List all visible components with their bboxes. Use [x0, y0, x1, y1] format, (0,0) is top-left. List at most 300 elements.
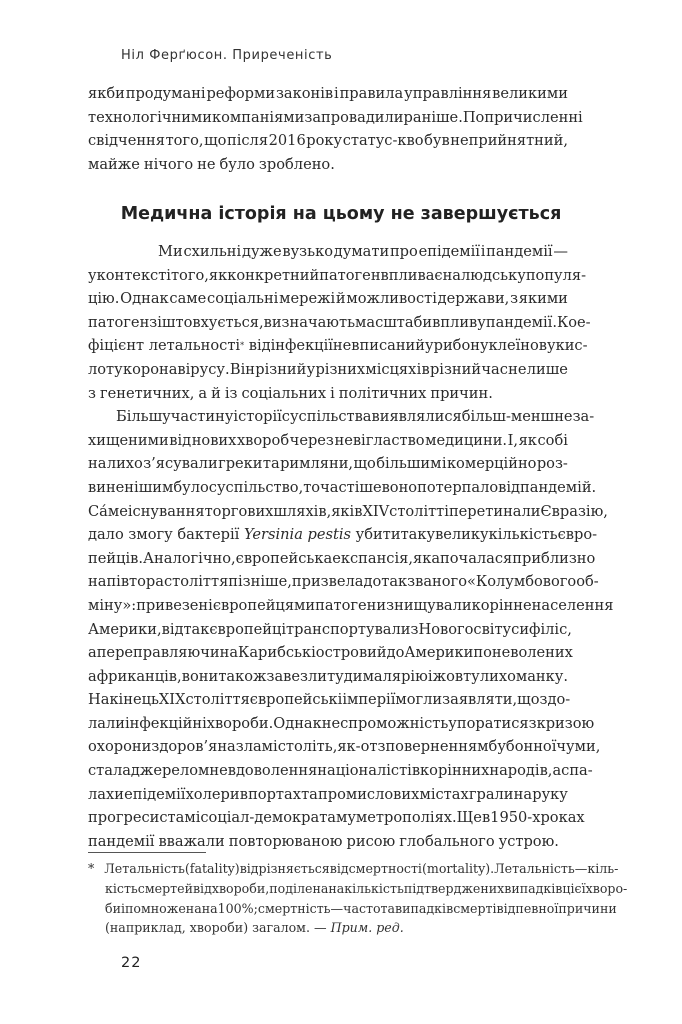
word: на: [219, 644, 239, 662]
word: відрізняється: [239, 861, 330, 876]
text-segment: [104, 859, 618, 879]
word: джерелом: [130, 762, 210, 780]
word: патоген: [319, 266, 381, 284]
word: управління: [404, 85, 492, 102]
word: (fatality): [184, 861, 240, 876]
text-line: [88, 476, 597, 500]
word: в: [481, 809, 491, 827]
word: із: [224, 384, 238, 402]
word: з: [377, 738, 386, 756]
word: неза-: [554, 408, 595, 426]
word: —: [330, 900, 344, 916]
word: європейські: [249, 691, 343, 709]
text-line: [88, 735, 601, 759]
text-line: [88, 358, 568, 382]
word: туди: [327, 667, 363, 685]
word: пандемії: [88, 832, 155, 850]
word: схильні: [183, 243, 242, 260]
word: з: [410, 620, 419, 638]
footnote-divider: [88, 852, 206, 853]
text-line: [88, 641, 573, 665]
word: в: [421, 360, 430, 378]
word: зроблено.: [258, 155, 335, 173]
word: і: [334, 85, 339, 102]
word: —: [574, 861, 588, 876]
text-line: [88, 570, 599, 594]
text-line: [88, 311, 591, 335]
word: контексті: [96, 266, 171, 284]
word: Євразію,: [540, 502, 608, 520]
word: того,: [165, 132, 204, 150]
word: —: [553, 243, 568, 260]
word: кіль-: [587, 861, 619, 876]
footnote-marker: *: [240, 341, 245, 351]
word: перетинали: [448, 502, 541, 520]
word: кількість: [344, 880, 404, 896]
word: статус-кво: [342, 132, 424, 150]
word: не: [508, 360, 527, 378]
word: лоту: [88, 360, 123, 378]
word: холери: [185, 785, 240, 803]
word: чуми,: [556, 738, 601, 756]
word: частота: [343, 900, 396, 916]
word: епідемії: [124, 785, 186, 803]
word: вписаний: [351, 337, 426, 355]
word: званого: [407, 573, 467, 591]
word: півтора: [106, 573, 164, 591]
word: І,: [507, 431, 519, 449]
word: переправляючи: [96, 644, 220, 662]
word: промислових: [318, 785, 420, 803]
text-line: [88, 594, 614, 618]
word: XIX: [158, 691, 186, 709]
word: населення: [531, 596, 614, 614]
word: і: [120, 900, 126, 916]
word: причин.: [430, 384, 493, 402]
word: коронавірусу.: [122, 360, 230, 378]
word: продумані: [125, 85, 206, 102]
word: світу: [473, 620, 512, 638]
word: могли: [395, 691, 443, 709]
word: після: [226, 132, 269, 150]
word: підтверджених: [403, 880, 505, 896]
word: законів: [275, 85, 334, 102]
word: цієї: [562, 880, 586, 896]
word: на: [328, 880, 345, 896]
word: грали: [468, 785, 514, 803]
word: й: [335, 290, 346, 308]
word: Однак: [273, 714, 322, 732]
word: в: [354, 502, 363, 520]
word: смертності: [348, 861, 422, 876]
word: того,: [170, 266, 209, 284]
word: держави,: [437, 290, 510, 308]
text-line: [88, 783, 568, 807]
word: майже: [88, 155, 140, 173]
word: хворо-: [585, 880, 628, 896]
word: здо-: [539, 691, 571, 709]
word: смертність: [257, 900, 331, 916]
word: також: [218, 667, 267, 685]
word: прогресистам: [88, 809, 196, 827]
word: роках: [540, 809, 585, 827]
word: лахи: [88, 785, 124, 803]
word: раніше.: [403, 108, 463, 126]
word: більшим: [376, 455, 442, 473]
word: а: [88, 644, 97, 662]
text-line: [88, 153, 568, 177]
footnote-line: [88, 918, 568, 938]
word: в: [239, 785, 248, 803]
text-line-with-italic: [88, 523, 598, 547]
footnote-marker: *: [88, 861, 95, 876]
word: причини: [558, 900, 617, 916]
word: смерті: [453, 900, 497, 916]
word: якими: [518, 290, 568, 308]
word: смертей: [137, 880, 193, 896]
word: лихоманку.: [479, 667, 568, 685]
word: можливості: [346, 290, 437, 308]
word: (mortality).: [421, 861, 495, 876]
word: нічого: [143, 155, 194, 173]
word: портах: [248, 785, 301, 803]
word: компаніями: [212, 108, 305, 126]
text-segment: фіцієнт летальності: [88, 337, 241, 355]
word: великими: [492, 85, 568, 102]
word: стала: [88, 762, 131, 780]
word: епідемії: [418, 243, 480, 260]
word: європейцями: [212, 596, 316, 614]
word: заявляти,: [442, 691, 518, 709]
word: греки: [218, 455, 263, 473]
word: генетичних,: [99, 384, 195, 402]
word: містах: [419, 785, 469, 803]
word: Аналогічно,: [143, 549, 236, 567]
word: корінне: [471, 596, 532, 614]
word: Він: [229, 360, 255, 378]
word: Карибські: [238, 644, 316, 662]
word: упоратися: [448, 714, 529, 732]
word: століття: [163, 573, 229, 591]
word: %;: [241, 900, 258, 916]
word: патоген: [88, 313, 150, 331]
word: поверненням: [385, 738, 489, 756]
text-segment: дало змогу бактерії: [88, 526, 240, 544]
word: експансія,: [332, 549, 413, 567]
word: «Колумбового: [466, 573, 577, 591]
word: вузько: [282, 243, 333, 260]
word: так: [381, 573, 408, 591]
word: у: [306, 360, 316, 378]
word: то: [303, 478, 321, 496]
word: від: [248, 337, 271, 355]
word: і: [480, 243, 486, 260]
word: острови: [315, 644, 377, 662]
word: пандемій.: [520, 478, 597, 496]
text-line: [88, 665, 568, 689]
word: європейська: [235, 549, 333, 567]
word: про: [389, 243, 418, 260]
footnote-line: [88, 859, 619, 879]
word: Ще: [456, 809, 482, 827]
text-line: [88, 429, 568, 453]
word: на: [442, 266, 462, 284]
word: призвела: [291, 573, 364, 591]
word: технологічними: [88, 108, 213, 126]
word: пізніше,: [228, 573, 292, 591]
word: як: [518, 431, 537, 449]
word: як-от: [337, 738, 378, 756]
word: би: [105, 900, 121, 916]
word: саме: [169, 290, 207, 308]
word: на: [201, 900, 218, 916]
word: убити: [355, 526, 401, 544]
word: існування: [127, 502, 205, 520]
word: відтак: [161, 620, 210, 638]
word: пандемії: [486, 243, 553, 260]
word: певної: [515, 900, 559, 916]
word: цію.: [88, 290, 120, 308]
word: жовту: [432, 667, 480, 685]
word: глобального: [399, 832, 495, 850]
word: у: [88, 266, 97, 284]
word: неприйнятний,: [450, 132, 568, 150]
word: яка: [413, 549, 441, 567]
word: що: [517, 691, 540, 709]
word: На: [88, 691, 110, 709]
word: римляни,: [280, 455, 354, 473]
word: впливу: [432, 313, 486, 331]
word: численні: [513, 108, 583, 126]
text-line: [88, 500, 608, 524]
word: поділена: [269, 880, 329, 896]
word: на: [88, 573, 107, 591]
word: людську: [461, 266, 526, 284]
word: інфекційні: [124, 714, 207, 732]
word: що: [204, 132, 227, 150]
word: столітті: [389, 502, 449, 520]
word: різний: [255, 360, 307, 378]
word: сифіліс,: [511, 620, 572, 638]
word: місцях: [365, 360, 417, 378]
word: випадків: [504, 880, 563, 896]
text-line: [88, 82, 568, 106]
word: різний: [429, 360, 482, 378]
word: дуже: [241, 243, 282, 260]
body-text: [88, 240, 614, 853]
word: правила: [339, 85, 404, 102]
word: пандемії.: [485, 313, 557, 331]
word: африканців,: [88, 667, 182, 685]
word: хвороби,: [211, 880, 270, 896]
word: і: [416, 360, 422, 378]
word: роз-: [536, 455, 568, 473]
word: соціал-демократам: [200, 809, 348, 827]
word: кис-: [555, 337, 588, 355]
text-line: [88, 382, 568, 406]
word: через: [289, 431, 334, 449]
word: соціальні: [207, 290, 279, 308]
word: таку: [400, 526, 436, 544]
word: і: [441, 455, 447, 473]
word: суспільство,: [208, 478, 304, 496]
word: лихо: [106, 455, 143, 473]
word: націоналістів: [317, 762, 421, 780]
word: на: [513, 785, 533, 803]
footnote: [88, 859, 628, 938]
word: час: [481, 360, 508, 378]
word: історії: [233, 408, 282, 426]
text-line: [88, 618, 572, 642]
word: здоров’я: [151, 738, 218, 756]
text-segment: (наприклад, хвороби) загалом. —: [105, 920, 327, 936]
word: вважали: [158, 832, 225, 850]
word: на: [217, 738, 236, 756]
word: неспроможність: [321, 714, 449, 732]
word: соціальних: [241, 384, 327, 402]
word: Однак: [120, 290, 169, 308]
running-header: Ніл Ферґюсон. Приреченість: [121, 48, 333, 63]
word: різних: [315, 360, 366, 378]
word: Попри: [462, 108, 514, 126]
word: велику: [435, 526, 489, 544]
text-line: [88, 129, 568, 153]
word: лише: [526, 360, 568, 378]
editor-note: Прим. ред.: [330, 920, 404, 936]
word: об-: [576, 573, 599, 591]
word: транспортували: [286, 620, 411, 638]
word: та: [262, 455, 280, 473]
word: спа-: [561, 762, 593, 780]
word: поневолених: [473, 644, 573, 662]
word: торгових: [204, 502, 274, 520]
footnote-line: [88, 899, 617, 919]
word: метрополіях.: [355, 809, 457, 827]
word: Нового: [418, 620, 474, 638]
word: думати: [333, 243, 390, 260]
text-line: [88, 547, 596, 571]
word: XIV: [362, 502, 390, 520]
word: від: [329, 861, 349, 876]
word: невігластво: [334, 431, 425, 449]
word: Кое-: [556, 313, 591, 331]
word: частіше: [320, 478, 382, 496]
word: до: [363, 573, 382, 591]
word: що: [353, 455, 376, 473]
word: та: [301, 785, 318, 803]
word: як: [208, 266, 228, 284]
word: й: [211, 384, 221, 402]
word: пейців.: [88, 549, 143, 567]
word: інфекції: [270, 337, 333, 355]
word: Летальність: [104, 861, 185, 876]
word: популя-: [525, 266, 587, 284]
word: століття: [185, 691, 250, 709]
word: почалася: [440, 549, 513, 567]
word: устрою.: [498, 832, 559, 850]
word: впливає: [380, 266, 443, 284]
word: до: [386, 644, 405, 662]
word: шляхів,: [273, 502, 332, 520]
word: кість: [105, 880, 138, 896]
word: століть,: [277, 738, 338, 756]
word: кінець: [109, 691, 159, 709]
word: суспільства: [281, 408, 372, 426]
word: і: [427, 667, 433, 685]
word: реформи: [206, 85, 276, 102]
word: частину: [170, 408, 234, 426]
word: привезені: [136, 596, 213, 614]
text-line: [88, 106, 583, 130]
word: руку: [532, 785, 568, 803]
text-line: [88, 712, 595, 736]
word: не: [332, 337, 352, 355]
word: приблизно: [512, 549, 596, 567]
word: Ми: [158, 243, 183, 260]
word: охорони: [88, 738, 152, 756]
word: мережі: [279, 290, 336, 308]
italic-term: Yersinia pestis: [244, 526, 352, 544]
word: Са́ме: [88, 502, 128, 520]
word: більш-менш: [461, 408, 555, 426]
word: з: [88, 384, 96, 402]
word: кількість: [488, 526, 558, 544]
word: знищували: [386, 596, 472, 614]
word: міну»:: [88, 596, 137, 614]
word: масштаби: [355, 313, 433, 331]
word: медицини.: [425, 431, 508, 449]
text-segment: [356, 523, 597, 547]
word: які: [331, 502, 355, 520]
word: визначають: [263, 313, 356, 331]
word: політичних: [338, 384, 427, 402]
word: Америки: [404, 644, 474, 662]
word: з’ясували: [143, 455, 218, 473]
word: з: [510, 290, 519, 308]
text-line: [88, 240, 568, 264]
text-segment: [249, 334, 588, 358]
footnote-line: [88, 879, 628, 899]
word: європейці: [209, 620, 287, 638]
word: комерційно: [446, 455, 537, 473]
word: вони: [181, 667, 219, 685]
word: і: [330, 384, 335, 402]
text-line: [88, 264, 587, 288]
word: лали: [88, 714, 125, 732]
text-line-with-footnote: [88, 334, 588, 358]
word: євро-: [557, 526, 598, 544]
word: якби: [88, 85, 125, 102]
word: хвороб: [236, 431, 290, 449]
word: від: [498, 478, 521, 496]
word: кризою: [536, 714, 595, 732]
word: рибонуклеїнову: [433, 337, 556, 355]
text-line: [88, 287, 568, 311]
word: від: [169, 431, 192, 449]
word: було: [173, 478, 209, 496]
word: з: [528, 714, 537, 732]
text-line: [88, 830, 568, 854]
word: завезли: [266, 667, 327, 685]
word: конкретний: [227, 266, 320, 284]
word: 2016: [268, 132, 306, 150]
word: від: [496, 900, 516, 916]
word: хвороби.: [206, 714, 274, 732]
word: року: [306, 132, 343, 150]
text-line: [88, 688, 571, 712]
word: у: [347, 809, 356, 827]
word: на: [88, 455, 107, 473]
